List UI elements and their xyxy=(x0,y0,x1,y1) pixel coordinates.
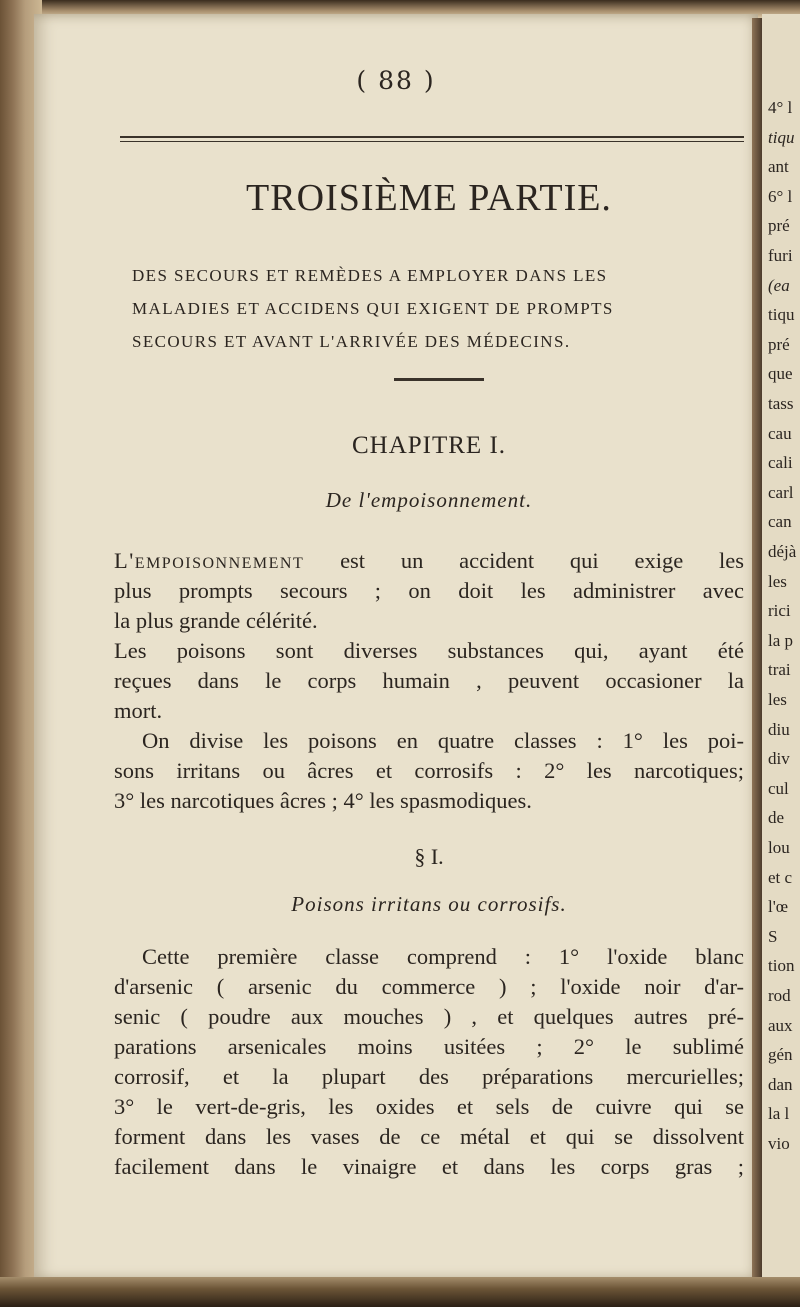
facing-page-edge xyxy=(762,14,800,1280)
facing-page-fragment: div xyxy=(768,749,790,769)
facing-page-fragment: can xyxy=(768,512,792,532)
facing-page-fragment: déjà xyxy=(768,542,797,561)
facing-page-fragment: (ea xyxy=(768,275,790,295)
text-line: facilement dans le vinaigre et dans les corps gras ; xyxy=(114,1154,744,1179)
facing-page-fragment: furi xyxy=(768,246,793,265)
facing-page-fragment: carl xyxy=(768,482,794,502)
facing-page-fragment: vio xyxy=(768,1134,790,1153)
text-line: forment dans les vases de ce métal et qui se dissolvent xyxy=(114,1124,744,1149)
subtitle-line: SECOURS ET AVANT L'ARRIVÉE DES MÉDECINS. xyxy=(132,332,571,351)
facing-page-fragment: la l xyxy=(768,1104,790,1124)
facing-page-fragment: S xyxy=(768,926,778,946)
facing-page-fragment: cau xyxy=(768,423,792,443)
facing-page-fragment: rici xyxy=(768,601,791,621)
subtitle-line: DES SECOURS ET REMÈDES A EMPLOYER DANS LES xyxy=(132,266,608,285)
facing-page-fragment: l'œ xyxy=(768,897,789,917)
facing-page-fragment: dan xyxy=(768,1074,793,1094)
facing-page-fragment: et c xyxy=(768,867,793,887)
text-line: plus prompts secours ; on doit les administrer avec xyxy=(114,578,744,603)
facing-page-fragment: cali xyxy=(768,453,793,473)
text-line: la plus grande célérité. xyxy=(114,608,318,633)
facing-page-fragment: tass xyxy=(768,394,794,413)
text-line: Cette première classe comprend : 1° l'oxide blanc xyxy=(142,944,744,969)
facing-page-fragment: pré xyxy=(768,334,790,354)
facing-page-fragment: cul xyxy=(768,778,789,798)
facing-page-fragment: gén xyxy=(768,1045,793,1065)
facing-page-fragment: trai xyxy=(768,660,791,680)
book-bottom-edge xyxy=(0,1277,800,1307)
chapter-title: CHAPITRE I. xyxy=(351,432,507,459)
book-page xyxy=(34,14,758,1280)
facing-page-fragment: 4° l xyxy=(768,98,793,117)
section-subtitle: Poisons irritans ou corrosifs. xyxy=(291,892,567,916)
text-line: parations arsenicales moins usitées ; 2° le sublimé xyxy=(114,1034,744,1059)
text-line: sons irritans ou âcres et corrosifs : 2° les narcotiques; xyxy=(114,758,744,783)
facing-page-fragment: tiqu xyxy=(768,305,795,325)
text-line xyxy=(114,548,744,574)
text-line: reçues dans le corps humain , peuvent occasioner la xyxy=(114,668,744,693)
facing-page-fragment: rod xyxy=(768,986,791,1005)
facing-page-fragment: diu xyxy=(768,719,790,739)
facing-page-fragment: la p xyxy=(768,630,794,650)
text-line: Les poisons sont diverses substances qui, ayant été xyxy=(114,638,744,663)
text-line: corrosif, et la plupart des préparations mercurielles; xyxy=(114,1064,744,1089)
facing-page-fragment: ant xyxy=(768,157,789,177)
header-rule xyxy=(120,136,744,138)
section-title: § I. xyxy=(414,844,444,869)
facing-page-fragment: lou xyxy=(768,838,790,857)
text-line: 3° les narcotiques âcres ; 4° les spasmodiques. xyxy=(114,788,532,813)
subtitle-line: MALADIES ET ACCIDENS QUI EXIGENT DE PROMPTS xyxy=(132,299,614,318)
facing-page-fragment: pré xyxy=(768,216,790,236)
facing-page-fragment: 6° l xyxy=(768,186,793,206)
facing-page-fragment: aux xyxy=(768,1015,793,1035)
text-line: 3° le vert-de-gris, les oxides et sels de cuivre qui se xyxy=(114,1094,744,1119)
ornament-rule xyxy=(394,378,484,381)
text-fragment: est un accident qui exige les xyxy=(340,548,744,573)
part-title: TROISIÈME PARTIE. xyxy=(246,177,612,219)
header-rule-thin xyxy=(120,141,744,142)
facing-page-fragment: tiqu xyxy=(768,127,795,147)
facing-page-fragment: que xyxy=(768,364,793,384)
text-line: On divise les poisons en quatre classes : 1° les poi- xyxy=(142,728,744,753)
drop-word: L'empoisonnement xyxy=(114,548,305,573)
facing-page-fragment: de xyxy=(768,808,785,828)
facing-page-fragment: les xyxy=(768,690,787,709)
text-line: mort. xyxy=(114,698,163,723)
facing-page-fragment: tion xyxy=(768,956,795,976)
text-line: senic ( poudre aux mouches ) , et quelques autres pré- xyxy=(114,1004,744,1029)
facing-page-fragment: les xyxy=(768,571,787,591)
page-number: ( 88 ) xyxy=(356,66,436,95)
text-line: d'arsenic ( arsenic du commerce ) ; l'oxide noir d'ar- xyxy=(114,974,744,999)
chapter-subtitle: De l'empoisonnement. xyxy=(325,488,533,512)
